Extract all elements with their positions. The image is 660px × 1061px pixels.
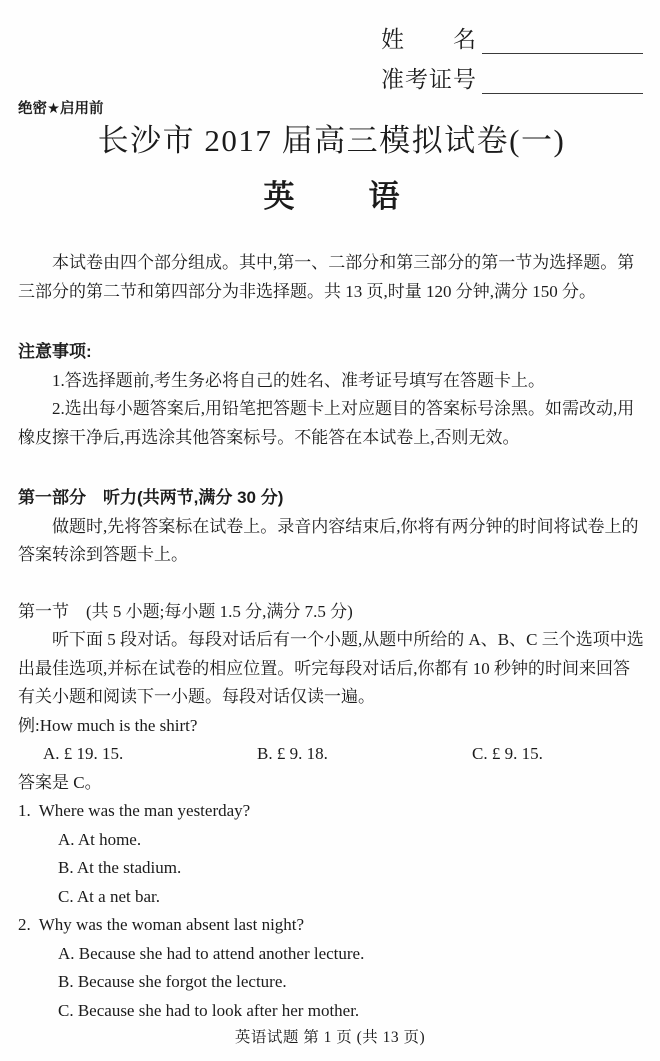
secrecy-notice: 绝密★启用前 xyxy=(18,101,104,117)
question-2-option-b: B. Because she forgot the lecture. xyxy=(58,972,287,991)
page-title: 长沙市 2017 届高三模拟试卷(一) xyxy=(97,123,566,158)
question-1-number: 1. xyxy=(18,801,31,820)
notes-heading: 注意事项: xyxy=(18,342,92,361)
question-2-option-c: C. Because she had to look after her mother. xyxy=(58,1000,360,1020)
question-2-number: 2. xyxy=(18,915,31,934)
question-2 xyxy=(18,911,645,1025)
note-item-2: 2.选出每小题答案后,用铅笔把答题卡上对应题目的答案标号涂黑。如需改动,用橡皮擦干净后,再选涂其他答案标号。不能答在本试卷上,否则无效。 xyxy=(18,399,635,447)
exam-number-blank-line xyxy=(482,59,643,94)
question-1-option-c: C. At a net bar. xyxy=(58,886,160,906)
question-2-option-a: A. Because she had to attend another lecture. xyxy=(58,943,365,963)
question-2-stem xyxy=(18,911,645,940)
example-option-a: A. £ 19. 15. xyxy=(43,744,124,763)
question-1 xyxy=(18,797,645,911)
subject-char-first: 英 xyxy=(263,179,295,214)
example-option-c: C. £ 9. 15. xyxy=(472,744,543,763)
name-field-row xyxy=(381,14,643,54)
name-blank-line xyxy=(482,19,643,54)
question-2-text: Why was the woman absent last night? xyxy=(38,915,305,934)
subject-char-second: 语 xyxy=(368,179,400,214)
exam-number-label: 准考证号 xyxy=(381,67,477,92)
part1-intro-paragraph: 做题时,先将答案标在试卷上。录音内容结束后,你将有两分钟的时间将试卷上的答案转涂到答题卡上。 xyxy=(18,516,639,564)
candidate-info-block xyxy=(381,14,643,94)
page-footer: 英语试题 第 1 页 (共 13 页) xyxy=(234,1029,426,1046)
exam-number-field-row xyxy=(381,54,643,94)
section1-heading: 第一节 (共 5 小题;每小题 1.5 分,满分 7.5 分) xyxy=(18,601,353,621)
part1-heading: 第一部分 听力(共两节,满分 30 分) xyxy=(18,488,284,507)
example-answer: 答案是 C。 xyxy=(18,772,102,792)
exam-intro-paragraph: 本试卷由四个部分组成。其中,第一、二部分和第三部分的第一节为选择题。第三部分的第二节和第四部分为非选择题。共 13 页,时量 120 分钟,满分 150 分。 xyxy=(18,253,635,301)
question-1-text: Where was the man yesterday? xyxy=(38,801,251,820)
example-prompt: 例:How much is the shirt? xyxy=(18,715,198,735)
note-item-1: 1.答选择题前,考生务必将自己的姓名、准考证号填写在答题卡上。 xyxy=(52,370,545,390)
section1-instructions: 听下面 5 段对话。每段对话后有一个小题,从题中所给的 A、B、C 三个选项中选出最佳选项,并标在试卷的相应位置。听完每段对话后,你都有 10 秒钟的时间来回答有关小题和阅读下一小题。每段对话仅读一遍。 xyxy=(18,630,644,706)
question-1-option-b: B. At the stadium. xyxy=(58,858,182,877)
example-option-b: B. £ 9. 18. xyxy=(257,744,328,763)
question-1-stem xyxy=(18,797,645,826)
example-options-row xyxy=(18,740,645,769)
subject-title xyxy=(18,177,645,217)
name-label: 姓 名 xyxy=(381,27,477,52)
question-1-option-a: A. At home. xyxy=(58,829,142,849)
